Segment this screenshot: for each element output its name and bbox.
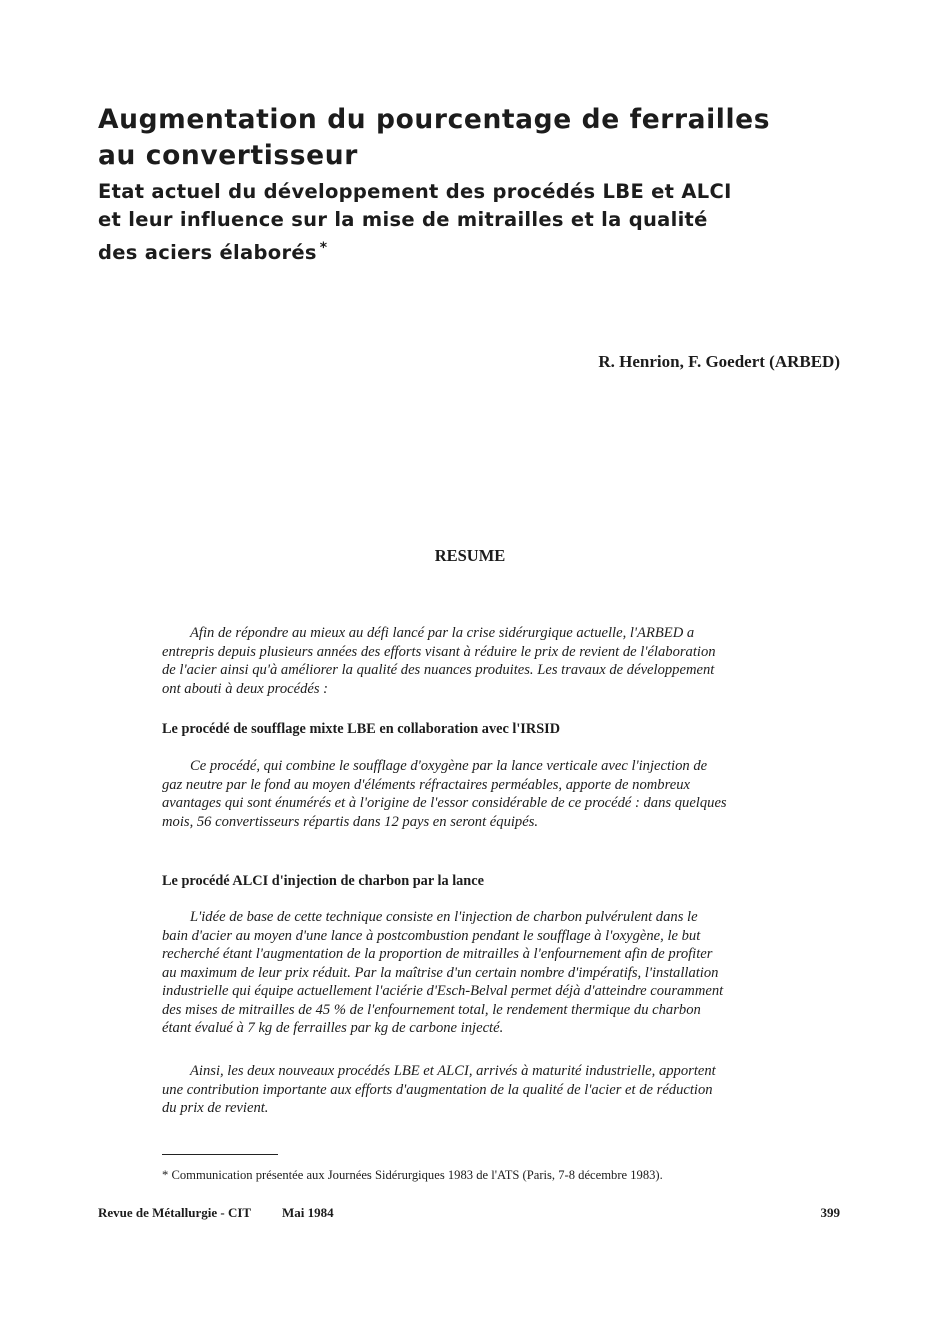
text-line: bain d'acier au moyen d'une lance à postcombustion pendant le soufflage à l'oxygène, le but [162,927,701,944]
section-heading-alci: Le procédé ALCI d'injection de charbon par la lance [162,873,484,889]
footer-journal: Revue de Métallurgie - CIT [98,1205,252,1220]
footnote: * Communication présentée aux Journées Sidérurgiques 1983 de l'ATS (Paris, 7-8 décembre 1983). [162,1168,663,1182]
text-line: avantages qui sont énumérés et à l'origine de l'essor considérable de ce procédé : dans quelques [162,795,727,811]
footnote-divider [162,1154,278,1155]
text-line: entrepris depuis plusieurs années des efforts visant à réduire le prix de revient de l'élaboration [162,643,716,660]
text-line: recherché étant l'augmentation de la proportion de mitrailles à l'enfournement afin de profiter [162,946,713,962]
authors: R. Henrion, F. Goedert (ARBED) [598,352,840,371]
text-line: du prix de revient. [162,1100,269,1116]
text-line: étant évalué à 7 kg de ferrailles par kg de carbone injecté. [162,1020,504,1036]
text-line: mois, 56 convertisseurs répartis dans 12 pays en seront équipés. [162,813,539,830]
text-line: industrielle qui équipe actuellement l'aciérie d'Esch-Belval permet déjà d'atteindre couramment [162,983,724,999]
section-heading-lbe: Le procédé de soufflage mixte LBE en collaboration avec l'IRSID [162,721,561,737]
text-line: au maximum de leur prix réduit. Par la maîtrise d'un certain nombre d'impératifs, l'installation [162,964,719,981]
text-line: des mises de mitrailles de 45 % de l'enfournement total, le rendement thermique du charbon [162,1001,701,1018]
subtitle-line: et leur influence sur la mise de mitrailles et la qualité [98,208,708,231]
footnote-marker: * [319,240,328,256]
title-line: au convertisseur [98,140,358,171]
text-line: L'idée de base de cette technique consiste en l'injection de charbon pulvérulent dans le [190,909,698,925]
page-number: 399 [820,1205,840,1220]
alci-paragraph [162,908,774,1038]
lbe-paragraph [162,757,774,831]
intro-paragraph [162,624,774,698]
footer-date: Mai 1984 [282,1205,334,1220]
text-line: Ce procédé, qui combine le soufflage d'oxygène par la lance verticale avec l'injection de [190,758,708,774]
text-line: gaz neutre par le fond au moyen d'éléments réfractaires perméables, apporte de nombreux [162,776,690,793]
text-line: Ainsi, les deux nouveaux procédés LBE et ALCI, arrivés à maturité industrielle, apportent [190,1063,716,1079]
resume-heading: RESUME [434,546,506,565]
subtitle-line: Etat actuel du développement des procédés LBE et ALCI [98,180,732,203]
text-line: ont abouti à deux procédés : [162,680,329,697]
title-line: Augmentation du pourcentage de ferrailles [98,104,771,135]
subtitle-line: des aciers élaborés [98,241,317,264]
article-subtitle [98,178,888,267]
text-line: Afin de répondre au mieux au défi lancé par la crise sidérurgique actuelle, l'ARBED a [190,625,695,641]
conclusion-paragraph [162,1062,774,1118]
subtitle-line-last [98,234,888,267]
text-line: de l'acier ainsi qu'à améliorer la qualité des nuances produites. Les travaux de développement [162,662,715,678]
article-title [98,102,878,174]
text-line: une contribution importante aux efforts d'augmentation de la qualité de l'acier et de réduction [162,1081,713,1098]
